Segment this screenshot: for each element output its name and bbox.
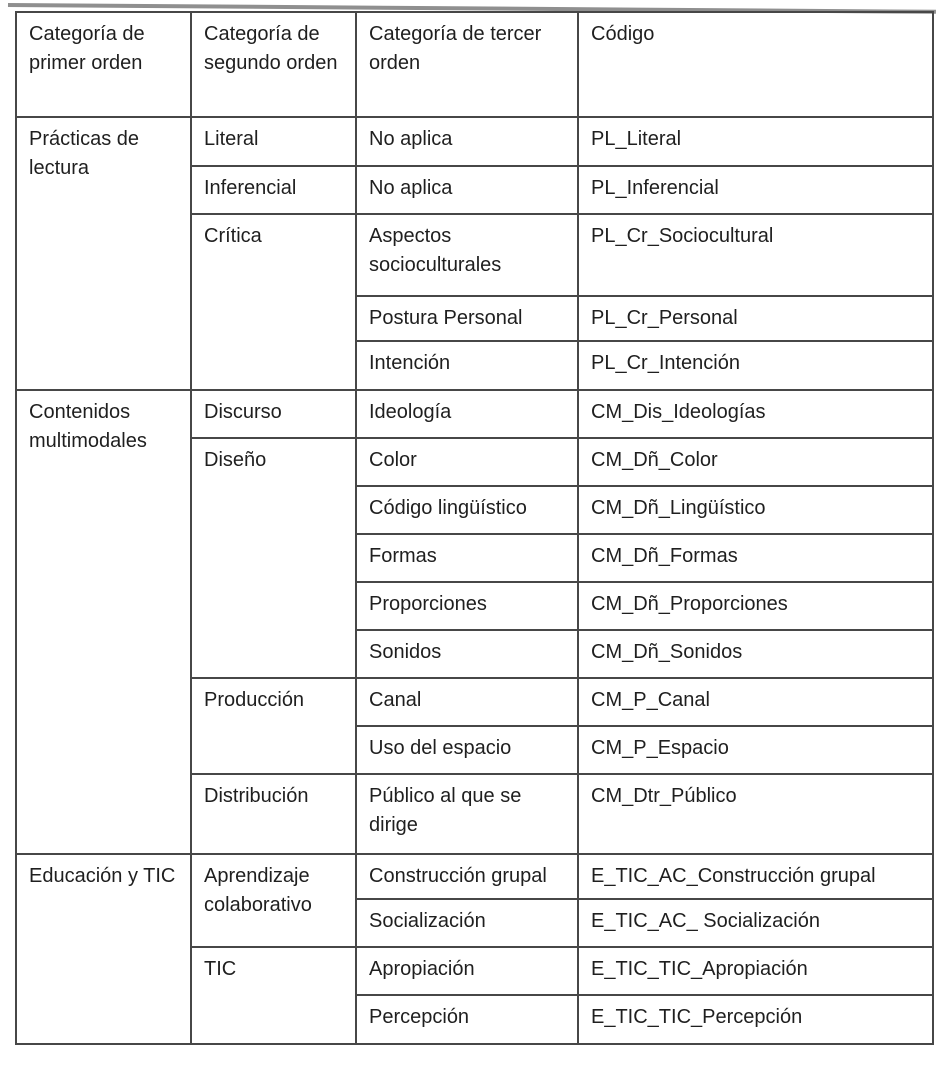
code-cell: CM_P_Espacio [578, 726, 933, 774]
code-cell: PL_Inferencial [578, 166, 933, 214]
category-code-table [15, 11, 934, 1045]
second-order-cell: Crítica [191, 214, 356, 390]
header-first-order: Categoría de primer orden [16, 12, 191, 117]
code-cell: PL_Cr_Personal [578, 296, 933, 341]
third-order-cell: Formas [356, 534, 578, 582]
code-cell: CM_Dñ_Color [578, 438, 933, 486]
code-cell: PL_Cr_Sociocultural [578, 214, 933, 296]
third-order-cell: No aplica [356, 166, 578, 214]
third-order-cell: Socialización [356, 899, 578, 947]
second-order-cell: Inferencial [191, 166, 356, 214]
header-code: Código [578, 12, 933, 117]
third-order-cell: Proporciones [356, 582, 578, 630]
code-cell: CM_P_Canal [578, 678, 933, 726]
first-order-cell: Educación y TIC [16, 854, 191, 1044]
third-order-cell: Código lingüístico [356, 486, 578, 534]
first-order-cell: Prácticas de lectura [16, 117, 191, 390]
third-order-cell: Aspectos socioculturales [356, 214, 578, 296]
table-row [16, 854, 933, 899]
code-cell: CM_Dñ_Lingüístico [578, 486, 933, 534]
header-second-order: Categoría de segundo orden [191, 12, 356, 117]
code-cell: CM_Dñ_Formas [578, 534, 933, 582]
code-cell: E_TIC_TIC_Percepción [578, 995, 933, 1044]
header-third-order: Categoría de tercer orden [356, 12, 578, 117]
code-cell: E_TIC_AC_Construcción grupal [578, 854, 933, 899]
third-order-cell: Color [356, 438, 578, 486]
second-order-cell: TIC [191, 947, 356, 1044]
second-order-cell: Distribución [191, 774, 356, 854]
second-order-cell: Aprendizaje colaborativo [191, 854, 356, 947]
third-order-cell: Uso del espacio [356, 726, 578, 774]
code-cell: E_TIC_TIC_Apropiación [578, 947, 933, 995]
second-order-cell: Producción [191, 678, 356, 774]
third-order-cell: Público al que se dirige [356, 774, 578, 854]
third-order-cell: Ideología [356, 390, 578, 438]
second-order-cell: Discurso [191, 390, 356, 438]
code-cell: CM_Dñ_Proporciones [578, 582, 933, 630]
table-row [16, 117, 933, 166]
second-order-cell: Literal [191, 117, 356, 166]
third-order-cell: Construcción grupal [356, 854, 578, 899]
third-order-cell: Percepción [356, 995, 578, 1044]
third-order-cell: Sonidos [356, 630, 578, 678]
header-row [16, 12, 933, 117]
code-cell: PL_Cr_Intención [578, 341, 933, 390]
code-cell: CM_Dis_Ideologías [578, 390, 933, 438]
code-cell: E_TIC_AC_ Socialización [578, 899, 933, 947]
first-order-cell: Contenidos multimodales [16, 390, 191, 854]
third-order-cell: Apropiación [356, 947, 578, 995]
third-order-cell: Postura Personal [356, 296, 578, 341]
table-row [16, 390, 933, 438]
third-order-cell: No aplica [356, 117, 578, 166]
code-cell: CM_Dtr_Público [578, 774, 933, 854]
second-order-cell: Diseño [191, 438, 356, 678]
code-cell: PL_Literal [578, 117, 933, 166]
third-order-cell: Canal [356, 678, 578, 726]
third-order-cell: Intención [356, 341, 578, 390]
code-cell: CM_Dñ_Sonidos [578, 630, 933, 678]
